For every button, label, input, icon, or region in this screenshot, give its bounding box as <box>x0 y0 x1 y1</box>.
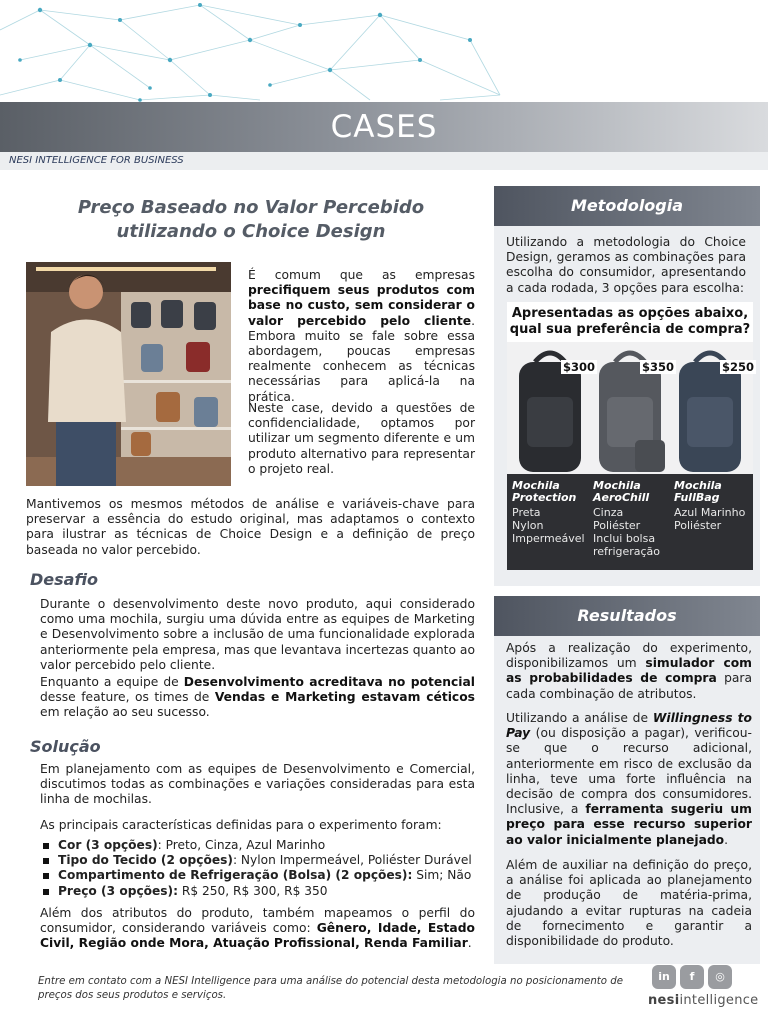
instagram-icon[interactable]: ◎ <box>708 965 732 989</box>
attribute-list <box>40 838 480 899</box>
option-fullbag: Mochila FullBag Azul Marinho Poliéster <box>674 479 746 532</box>
footer-text: Entre em contato com a NESI Intelligence para uma análise do potencial desta metodologia no posicionamento de preços dos seus produtos e serviços. <box>38 976 623 1001</box>
resultados-paragraph-3: Além de auxiliar na definição do preço, a análise foi aplicada ao planejamento de produção de matéria-prima, ajudando a evitar rupturas na cadeia de fornecimento e garantir a disponibilidade do produto. <box>506 858 752 949</box>
metodologia-text: Utilizando a metodologia do Choice Design, geramos as combinações para escolha do consumidor, apresentando a cada rodada, 3 opções para escolha: <box>506 235 746 295</box>
choice-question: Apresentadas as opções abaixo, qual sua preferência de compra? <box>509 306 751 337</box>
facebook-icon[interactable]: f <box>680 965 704 989</box>
metodologia-heading: Metodologia <box>494 186 760 226</box>
desafio-paragraph-1: Durante o desenvolvimento deste novo produto, aqui considerado como uma mochila, surgiu uma dúvida entre as equipes de Marketing e Desenvolvimento sobre a inclusão de uma funcionalidade explorada anteriormente pela empresa, mas que levantava incertezas quanto ao valor percebido pelo cliente. <box>40 597 475 672</box>
solucao-heading: Solução <box>30 737 101 756</box>
solucao-paragraph-1: Em planejamento com as equipes de Desenvolvimento e Comercial, discutimos todas as combinações e variações consideradas para esta linha de mochilas. <box>40 762 475 807</box>
store-photo <box>26 262 231 486</box>
list-item: Compartimento de Refrigeração (Bolsa) (2 opções): Sim; Não <box>40 868 480 883</box>
resultados-paragraph-2: Utilizando a análise de Willingness to Pay (ou disposição a pagar), verificou-se que o recurso adicional, anteriormente em risco de exclusão da linha, teve uma forte influência na decisão de compra dos consumidores. Inclusive, a ferramenta sugeriu um preço para esse recurso superior ao valor inicialmente planejado. <box>506 711 752 847</box>
intro-paragraph-3: Mantivemos os mesmos métodos de análise e variáveis-chave para preservar a essência do estudo original, mas adaptamos o contexto para ilustrar as técnicas de Choice Design e a definição de preço baseada no valor percebido. <box>26 497 475 557</box>
price-label: $300 <box>563 360 596 374</box>
list-item: Tipo do Tecido (2 opções): Nylon Impermeável, Poliéster Durável <box>40 853 480 868</box>
list-item: Cor (3 opções): Preto, Cinza, Azul Marinho <box>40 838 480 853</box>
option-aerochill: Mochila AeroChill Cinza Poliéster Inclui bolsa refrigeração <box>593 479 661 558</box>
linkedin-icon[interactable]: in <box>652 965 676 989</box>
intro-paragraph-2: Neste case, devido a questões de confidencialidade, optamos por utilizar um segmento diferente e um produto alternativo para representar o projeto real. <box>248 401 475 476</box>
solucao-paragraph-2: As principais características definidas para o experimento foram: <box>40 818 442 832</box>
brand-logo: nesiintelligence <box>648 993 759 1008</box>
resultados-paragraph-1: Após a realização do experimento, disponibilizamos um simulador com as probabilidades de compra para cada combinação de atributos. <box>506 641 753 701</box>
desafio-paragraph-2: Enquanto a equipe de Desenvolvimento acreditava no potencial desse feature, os times de Vendas e Marketing estavam céticos em relação ao seu sucesso. <box>40 675 475 720</box>
price-label: $250 <box>722 360 755 374</box>
page-title: CASES <box>330 109 438 145</box>
subtitle: NESI INTELLIGENCE FOR BUSINESS <box>9 155 184 166</box>
resultados-heading: Resultados <box>494 596 760 636</box>
case-title: Preço Baseado no Valor Percebido utilizando o Choice Design <box>77 197 425 242</box>
list-item: Preço (3 opções): R$ 250, R$ 300, R$ 350 <box>40 884 480 899</box>
price-label: $350 <box>642 360 675 374</box>
network-graphic <box>0 0 768 105</box>
desafio-heading: Desafio <box>30 570 99 589</box>
option-protection: Mochila Protection Preta Nylon Impermeável <box>512 479 585 545</box>
intro-paragraph-1: É comum que as empresas precifiquem seus produtos com base no custo, sem considerar o valor percebido pelo cliente. Embora muito se fale sobre essa abordagem, poucas empresas realmente conhecem as técnicas necessárias para aplicá-la na prática. <box>248 268 475 404</box>
solucao-paragraph-3: Além dos atributos do produto, também mapeamos o perfil do consumidor, considerando variáveis como: Gênero, Idade, Estado Civil, Região onde Mora, Atuação Profissional, Renda Familiar. <box>40 906 475 951</box>
